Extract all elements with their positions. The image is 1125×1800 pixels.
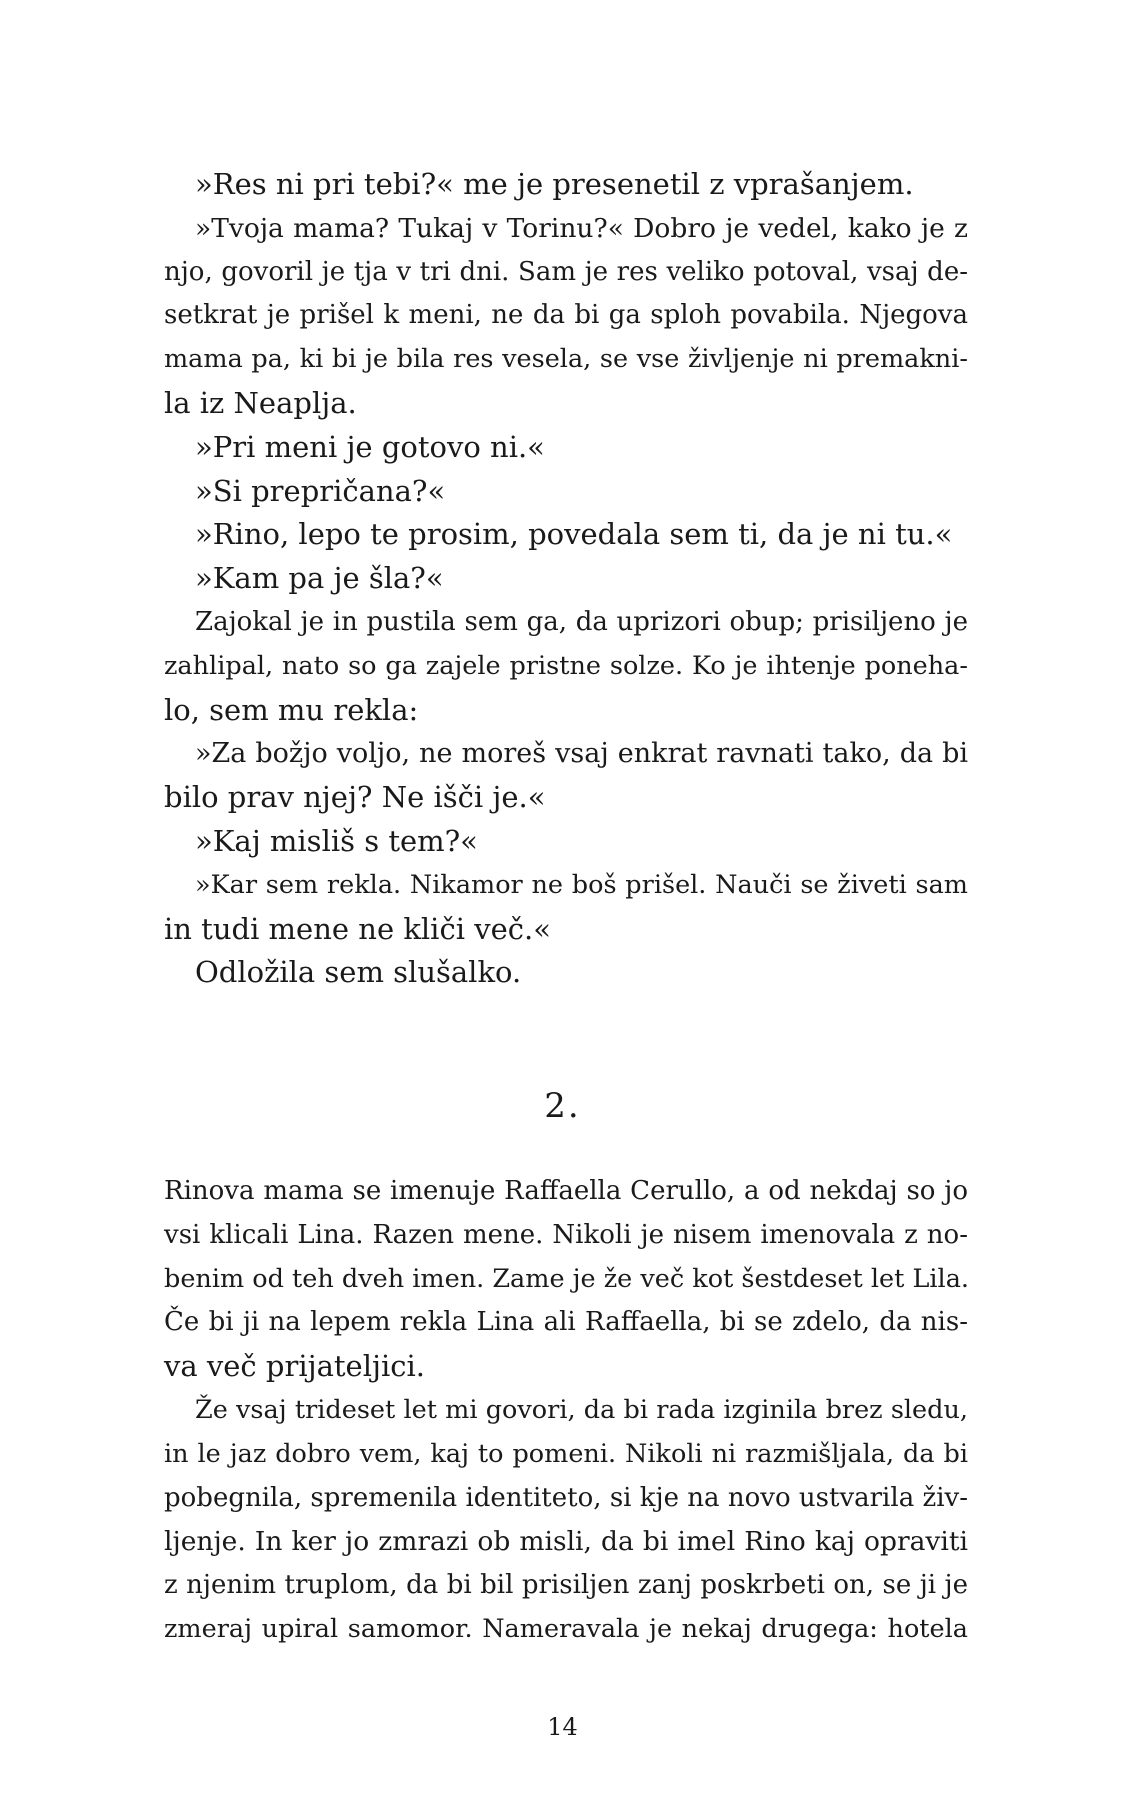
dialogue-text-block [164, 163, 968, 995]
text-line: in tudi mene ne kliči več.« [164, 911, 551, 946]
chapter-two-text-block [164, 1170, 968, 1652]
text-line: Zajokal je in pustila sem ga, da uprizori obup; prisiljeno je [195, 606, 968, 637]
text-line: Rinova mama se imenuje Raffaella Cerullo, a od nekdaj so jo [164, 1176, 968, 1206]
chapter-section-number: 2. [544, 1086, 581, 1126]
text-line: »Res ni pri tebi?« me je presenetil z vprašanjem. [195, 167, 914, 201]
text-line: »Kaj misliš s tem?« [195, 823, 478, 858]
text-line: njo, govoril je tja v tri dni. Sam je res veliko potoval, vsaj de- [164, 256, 968, 287]
text-line: bilo prav njej? Ne išči je.« [164, 780, 546, 815]
text-line: zmeraj upiral samomor. Nameravala je nekaj drugega: hotela [164, 1613, 968, 1644]
text-line: va več prijateljici. [164, 1349, 425, 1384]
text-line: setkrat je prišel k meni, ne da bi ga sploh povabila. Njegova [164, 300, 968, 331]
text-line: Že vsaj trideset let mi govori, da bi rada izginila brez sledu, [195, 1394, 968, 1425]
text-line: »Tvoja mama? Tukaj v Torinu?« Dobro je vedel, kako je z [195, 212, 968, 244]
text-line: benim od teh dveh imen. Zame je že več kot šestdeset let Lila. [164, 1263, 970, 1294]
text-line: pobegnila, spremenila identiteto, si kje na novo ustvarila živ- [164, 1482, 968, 1513]
text-line: la iz Neaplja. [164, 385, 357, 420]
text-line: vsi klicali Lina. Razen mene. Nikoli je nisem imenovala z no- [164, 1219, 968, 1250]
text-line: »Si prepričana?« [195, 473, 446, 508]
text-line: Odložila sem slušalko. [195, 955, 522, 990]
text-line: Če bi ji na lepem rekla Lina ali Raffaella, bi se zdelo, da nis- [164, 1307, 968, 1338]
text-line: »Pri meni je gotovo ni.« [195, 429, 545, 464]
text-line: »Kam pa je šla?« [195, 561, 444, 596]
text-line: in le jaz dobro vem, kaj to pomeni. Nikoli ni razmišljala, da bi [164, 1438, 968, 1469]
text-line: »Za božjo voljo, ne moreš vsaj enkrat ravnati tako, da bi [195, 738, 968, 770]
text-line: zahlipal, nato so ga zajele pristne solze. Ko je ihtenje poneha- [164, 650, 968, 681]
text-line: »Kar sem rekla. Nikamor ne boš prišel. Nauči se živeti sam [195, 869, 968, 900]
text-line: z njenim truplom, da bi bil prisiljen zanj poskrbeti on, se ji je [164, 1570, 968, 1601]
text-line: mama pa, ki bi je bila res vesela, se vse življenje ni premakni- [164, 344, 968, 375]
text-line: »Rino, lepo te prosim, povedala sem ti, da je ni tu.« [195, 517, 953, 552]
page-number: 14 [547, 1713, 578, 1741]
text-line: lo, sem mu rekla: [164, 692, 419, 727]
text-line: ljenje. In ker jo zmrazi ob misli, da bi imel Rino kaj opraviti [164, 1526, 968, 1558]
